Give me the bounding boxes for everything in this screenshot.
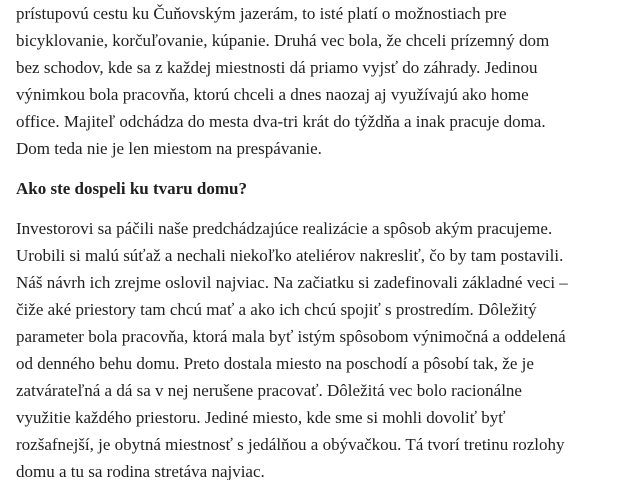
section-heading: Ako ste dospeli ku tvaru domu? [16, 179, 247, 198]
paragraph-2-line-5: parameter bola pracovňa, ktorá mala byť istým spôsobom výnimočná a oddelená [16, 327, 566, 346]
paragraph-2-line-9: rozšafnejší, je obytná miestnosť s jedálňou a obývačkou. Tá tvorí tretinu rozlohy [16, 435, 565, 454]
paragraph-2-line-7: zatvárateľná a dá sa v nej nerušene pracovať. Dôležitá vec bolo racionálne [16, 381, 522, 400]
paragraph-2-line-6: od denného behu domu. Preto dostala miesto na poschodí a pôsobí tak, že je [16, 354, 534, 373]
paragraph-1-line-6: Dom teda nie je len miestom na prespávanie. [16, 139, 322, 158]
paragraph-1-line-5: office. Majiteľ odchádza do mesta dva-tri krát do týždňa a inak pracuje doma. [16, 112, 546, 131]
paragraph-1-line-2: bicyklovanie, korčuľovanie, kúpanie. Druhá vec bola, že chceli prízemný dom [16, 31, 550, 50]
paragraph-2-line-3: Náš návrh ich zrejme oslovil najviac. Na začiatku si zadefinovali základné veci – [16, 273, 568, 292]
paragraph-1-line-3: bez schodov, kde sa z každej miestnosti dá priamo vyjsť do záhrady. Jedinou [16, 58, 538, 77]
paragraph-1-line-4: výnimkou bola pracovňa, ktorú chceli a dnes naozaj aj využívajú ako home [16, 85, 529, 104]
paragraph-2-line-10: domu a tu sa rodina stretáva najviac. [16, 462, 265, 480]
paragraph-2-line-2: Urobili si malú súťaž a nechali niekoľko ateliérov nakresliť, čo by tam postavili. [16, 246, 564, 265]
paragraph-2-line-8: využitie každého priestoru. Jediné miesto, kde sme si mohli dovoliť byť [16, 408, 506, 427]
paragraph-2-line-4: čiže aké priestory tam chcú mať a ako ich chcú spojiť s prostredím. Dôležitý [16, 300, 537, 319]
paragraph-2-line-1: Investorovi sa páčili naše predchádzajúce realizácie a spôsob akým pracujeme. [16, 219, 553, 238]
paragraph-1-line-1: prístupovú cestu ku Čuňovským jazerám, to isté platí o možnostiach pre [16, 4, 507, 23]
